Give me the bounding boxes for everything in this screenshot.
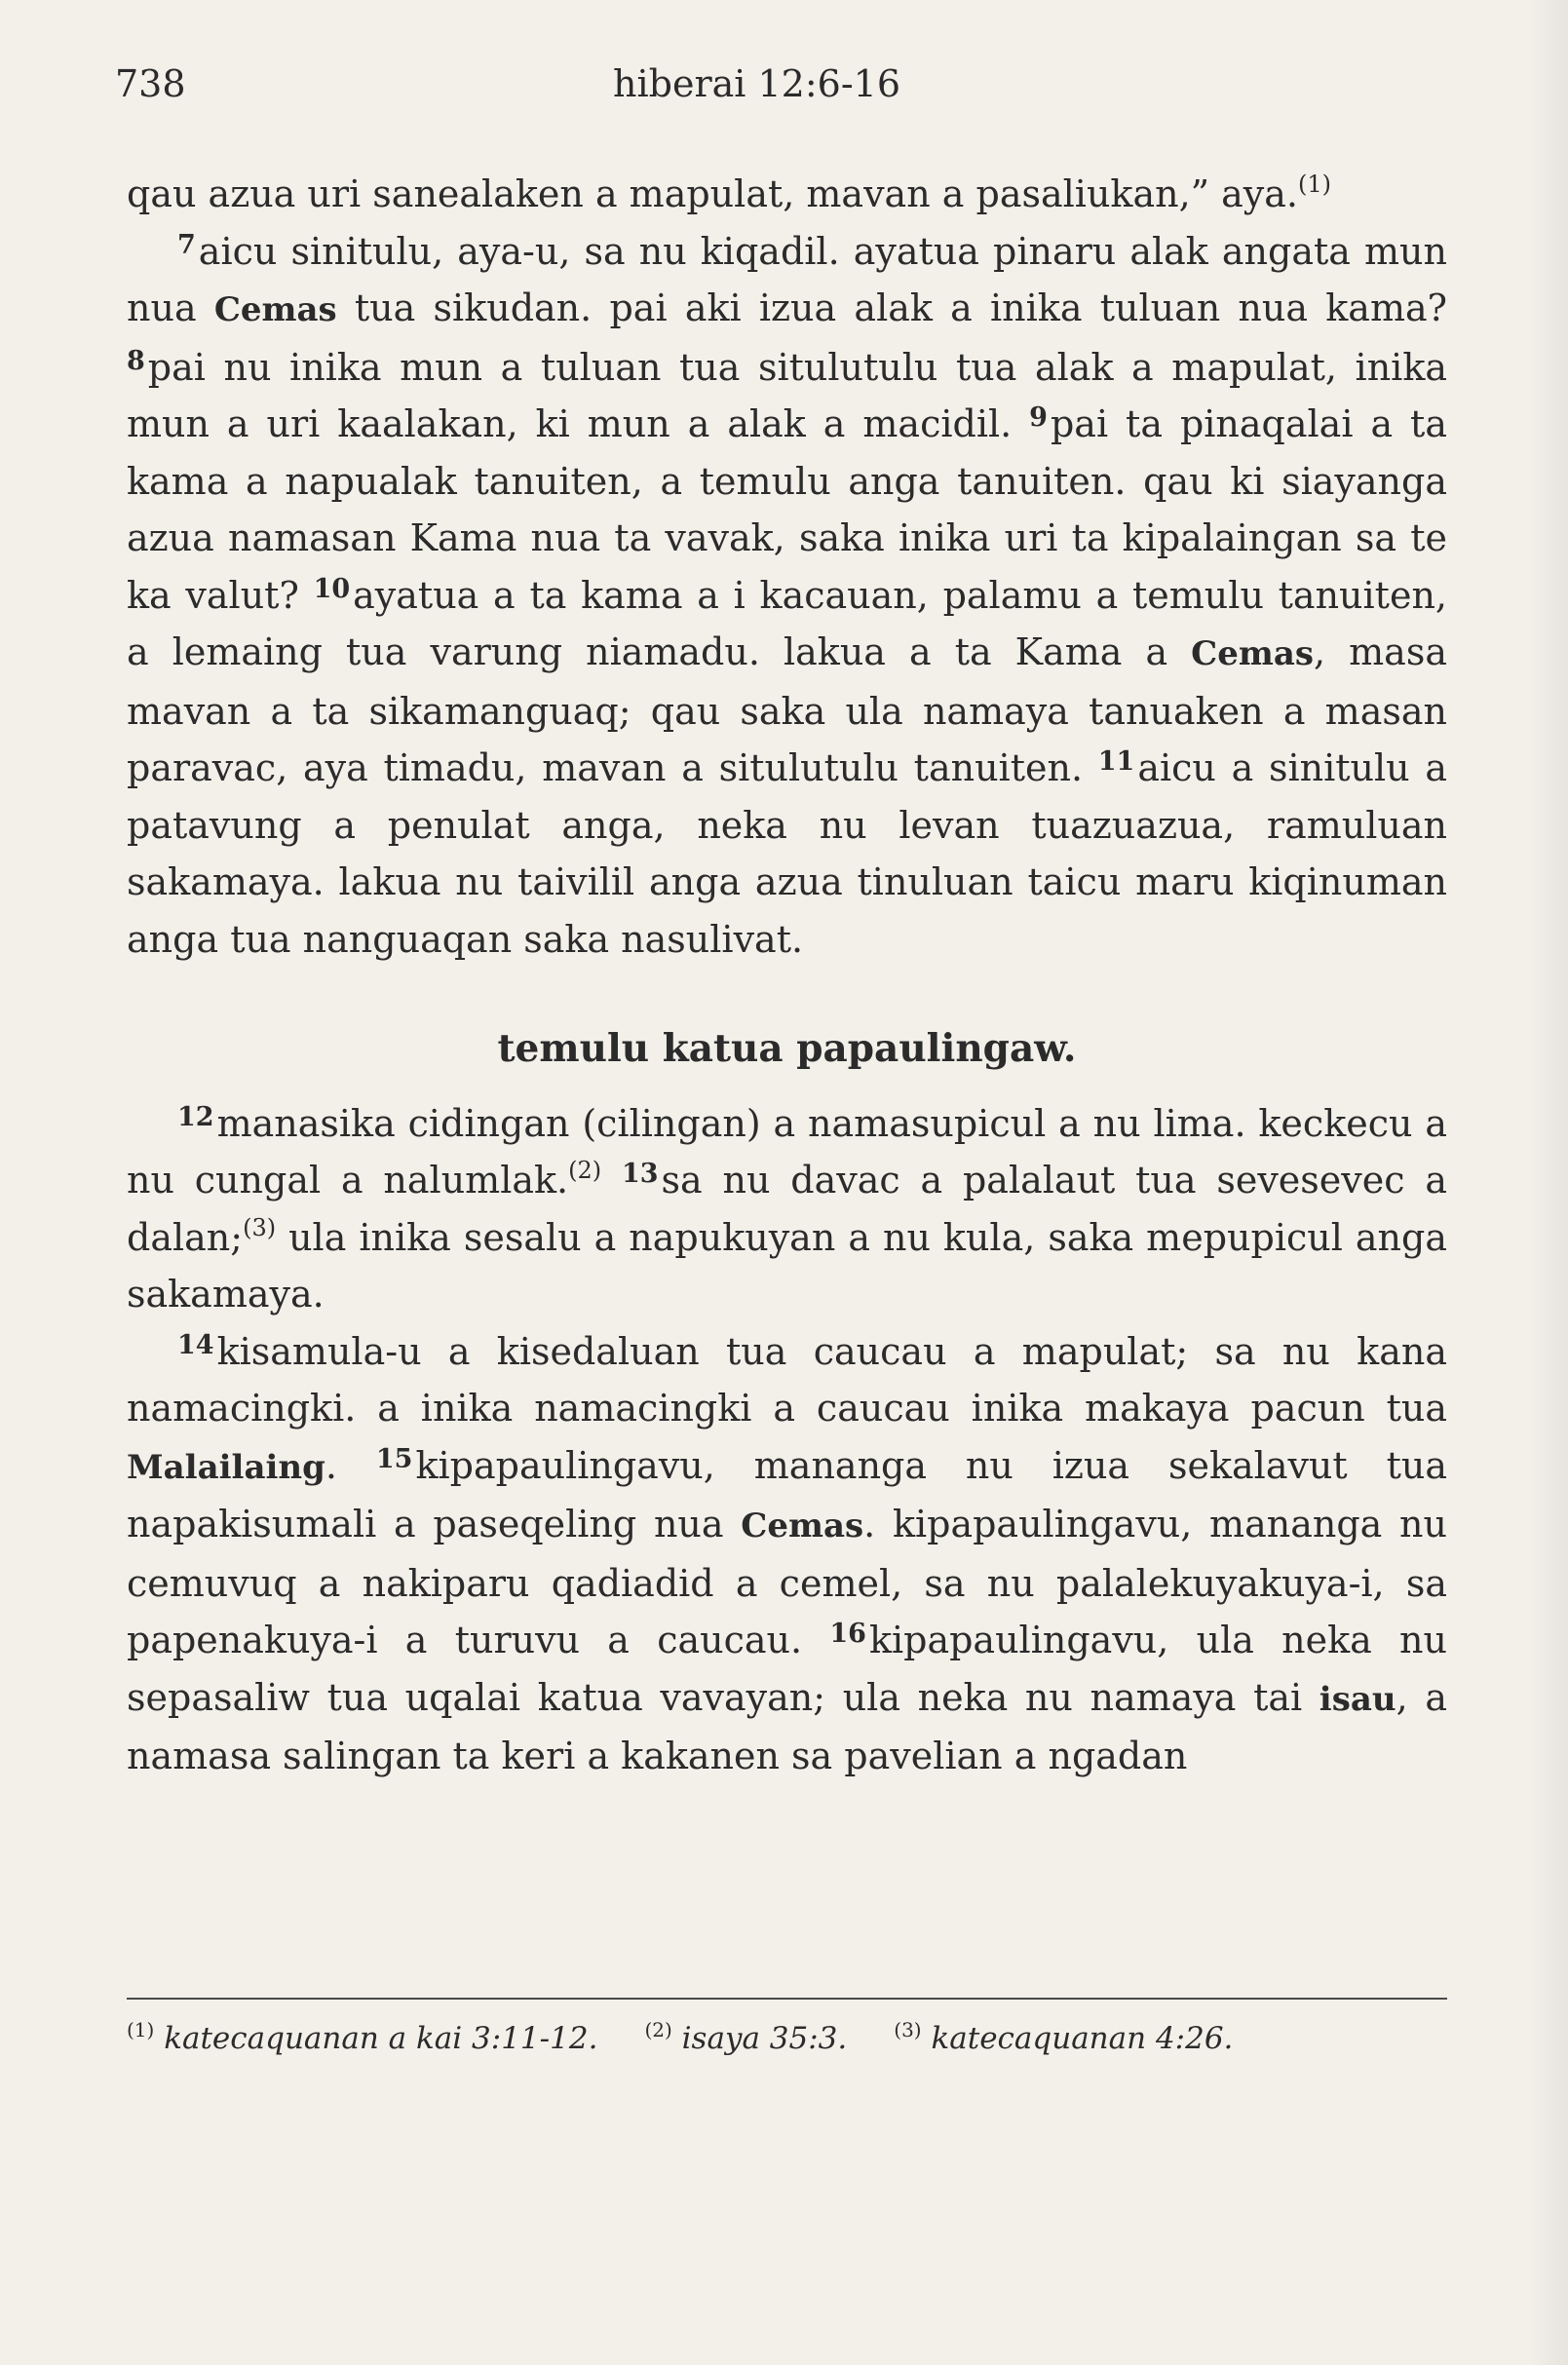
section-title: temulu katua papaulingaw. [497,1026,1077,1071]
text-run: ayatua a ta kama a i kacauan, palamu a temulu tanuiten, a lemaing tua varung niamadu. lakua a ta Kama a [127,573,1447,673]
text-run [601,1159,622,1202]
body-text [127,166,1447,1785]
divine-name: isau [1319,1679,1396,1719]
verse-number: 8 [127,345,145,376]
divine-name: Cemas [213,290,337,329]
paragraph [127,1323,1447,1785]
footnote-ref: (1) [1298,171,1332,198]
verse-number: 7 [177,229,196,260]
text-run: pai nu inika mun a tuluan tua situlutulu tua alak a mapulat, inika mun a uri kaalakan, ki mun a alak a macidil. [127,345,1447,445]
text-run: . [325,1443,376,1487]
verse-number: 14 [177,1329,214,1360]
verse-number: 10 [313,573,351,604]
footnote-text: katecaquanan a kai 3:11-12. [164,2021,598,2056]
divine-name: Malailaing [127,1447,325,1487]
footnote-ref: (2) [568,1157,602,1184]
verse-number: 16 [829,1619,866,1649]
text-run: , a namasa salingan ta keri a kakanen sa pavelian a ngadan [127,1675,1447,1777]
page-edge-shadow [1529,0,1568,2365]
footnote-mark: (3) [894,2018,922,2041]
footnote-mark: (1) [127,2018,155,2041]
paragraph-group-2 [127,1095,1447,1785]
verse-number: 13 [621,1159,659,1189]
text-run: aicu a sinitulu a patavung a penulat anga, neka nu levan tuazuazua, ramuluan sakamaya. lakua nu taivilil anga azua tinuluan taicu maru kiqinuman anga tua nanguaqan saka nasulivat. [127,746,1447,961]
divine-name: Cemas [741,1507,864,1545]
text-run: ula inika sesalu a napukuyan a nu kula, saka mepupicul anga sakamaya. [127,1215,1447,1316]
text-run: pai ta pinaqalai a ta kama a napualak tanuiten, a temulu anga tanuiten. qau ki siayanga azua namasan Kama nua ta vavak, saka inika uri ta kipalaingan sa te ka valut? [127,402,1447,617]
divine-name: Cemas [1191,634,1315,673]
footnote [644,2018,848,2056]
verse-number: 11 [1097,746,1135,777]
paragraph [127,166,1447,223]
footnote-mark: (2) [644,2018,672,2041]
text-run: aicu sinitulu, aya-u, sa nu kiqadil. ayatua pinaru alak angata mun nua [127,229,1447,329]
verse-number: 15 [375,1443,413,1474]
text-run: kipapaulingavu, ula neka nu sepasaliw tua uqalai katua vavayan; ula neka nu namaya tai [127,1619,1447,1719]
text-run: manasika cidingan (cilingan) a namasupicul a nu lima. keckecu a nu cungal a nalumlak. [127,1101,1447,1202]
footnote [127,2018,598,2056]
page-number: 738 [115,62,186,105]
running-head: hiberai 12:6-16 [613,62,901,105]
footnote [894,2018,1234,2056]
text-run: tua sikudan. pai aki izua alak a inika tuluan nua kama? [336,286,1448,329]
footnotes [127,1998,1447,2056]
text-run: . kipapaulingavu, mananga nu cemuvuq a nakiparu qadiadid a cemel, sa nu palalekuyakuya-i, sa papenakuya-i a turuvu a caucau. [127,1503,1447,1661]
text-run: , masa mavan a ta sikamanguaq; qau saka ula namaya tanuaken a masan paravac, aya timadu, mavan a situlutulu tanuiten. [127,630,1447,789]
footnote-ref: (3) [243,1213,277,1241]
text-run: kipapaulingavu, mananga nu izua sekalavut tua napakisumali a paseqeling nua [127,1443,1447,1545]
text-run: kisamula-u a kisedaluan tua caucau a mapulat; sa nu kana namacingki. a inika namacingki a caucau inika makaya pacun tua [127,1329,1447,1430]
text-run: qau azua uri sanealaken a mapulat, mavan a pasaliukan,” aya. [127,172,1299,215]
text-run: sa nu davac a palalaut tua sevesevec a dalan; [127,1159,1447,1259]
verse-number: 9 [1029,402,1048,433]
paragraph [127,223,1447,969]
verse-number: 12 [177,1101,214,1132]
paragraph-group-1 [127,166,1447,968]
footnote-text: isaya 35:3. [681,2021,848,2056]
footnote-text: katecaquanan 4:26. [931,2021,1234,2056]
paragraph [127,1095,1447,1323]
